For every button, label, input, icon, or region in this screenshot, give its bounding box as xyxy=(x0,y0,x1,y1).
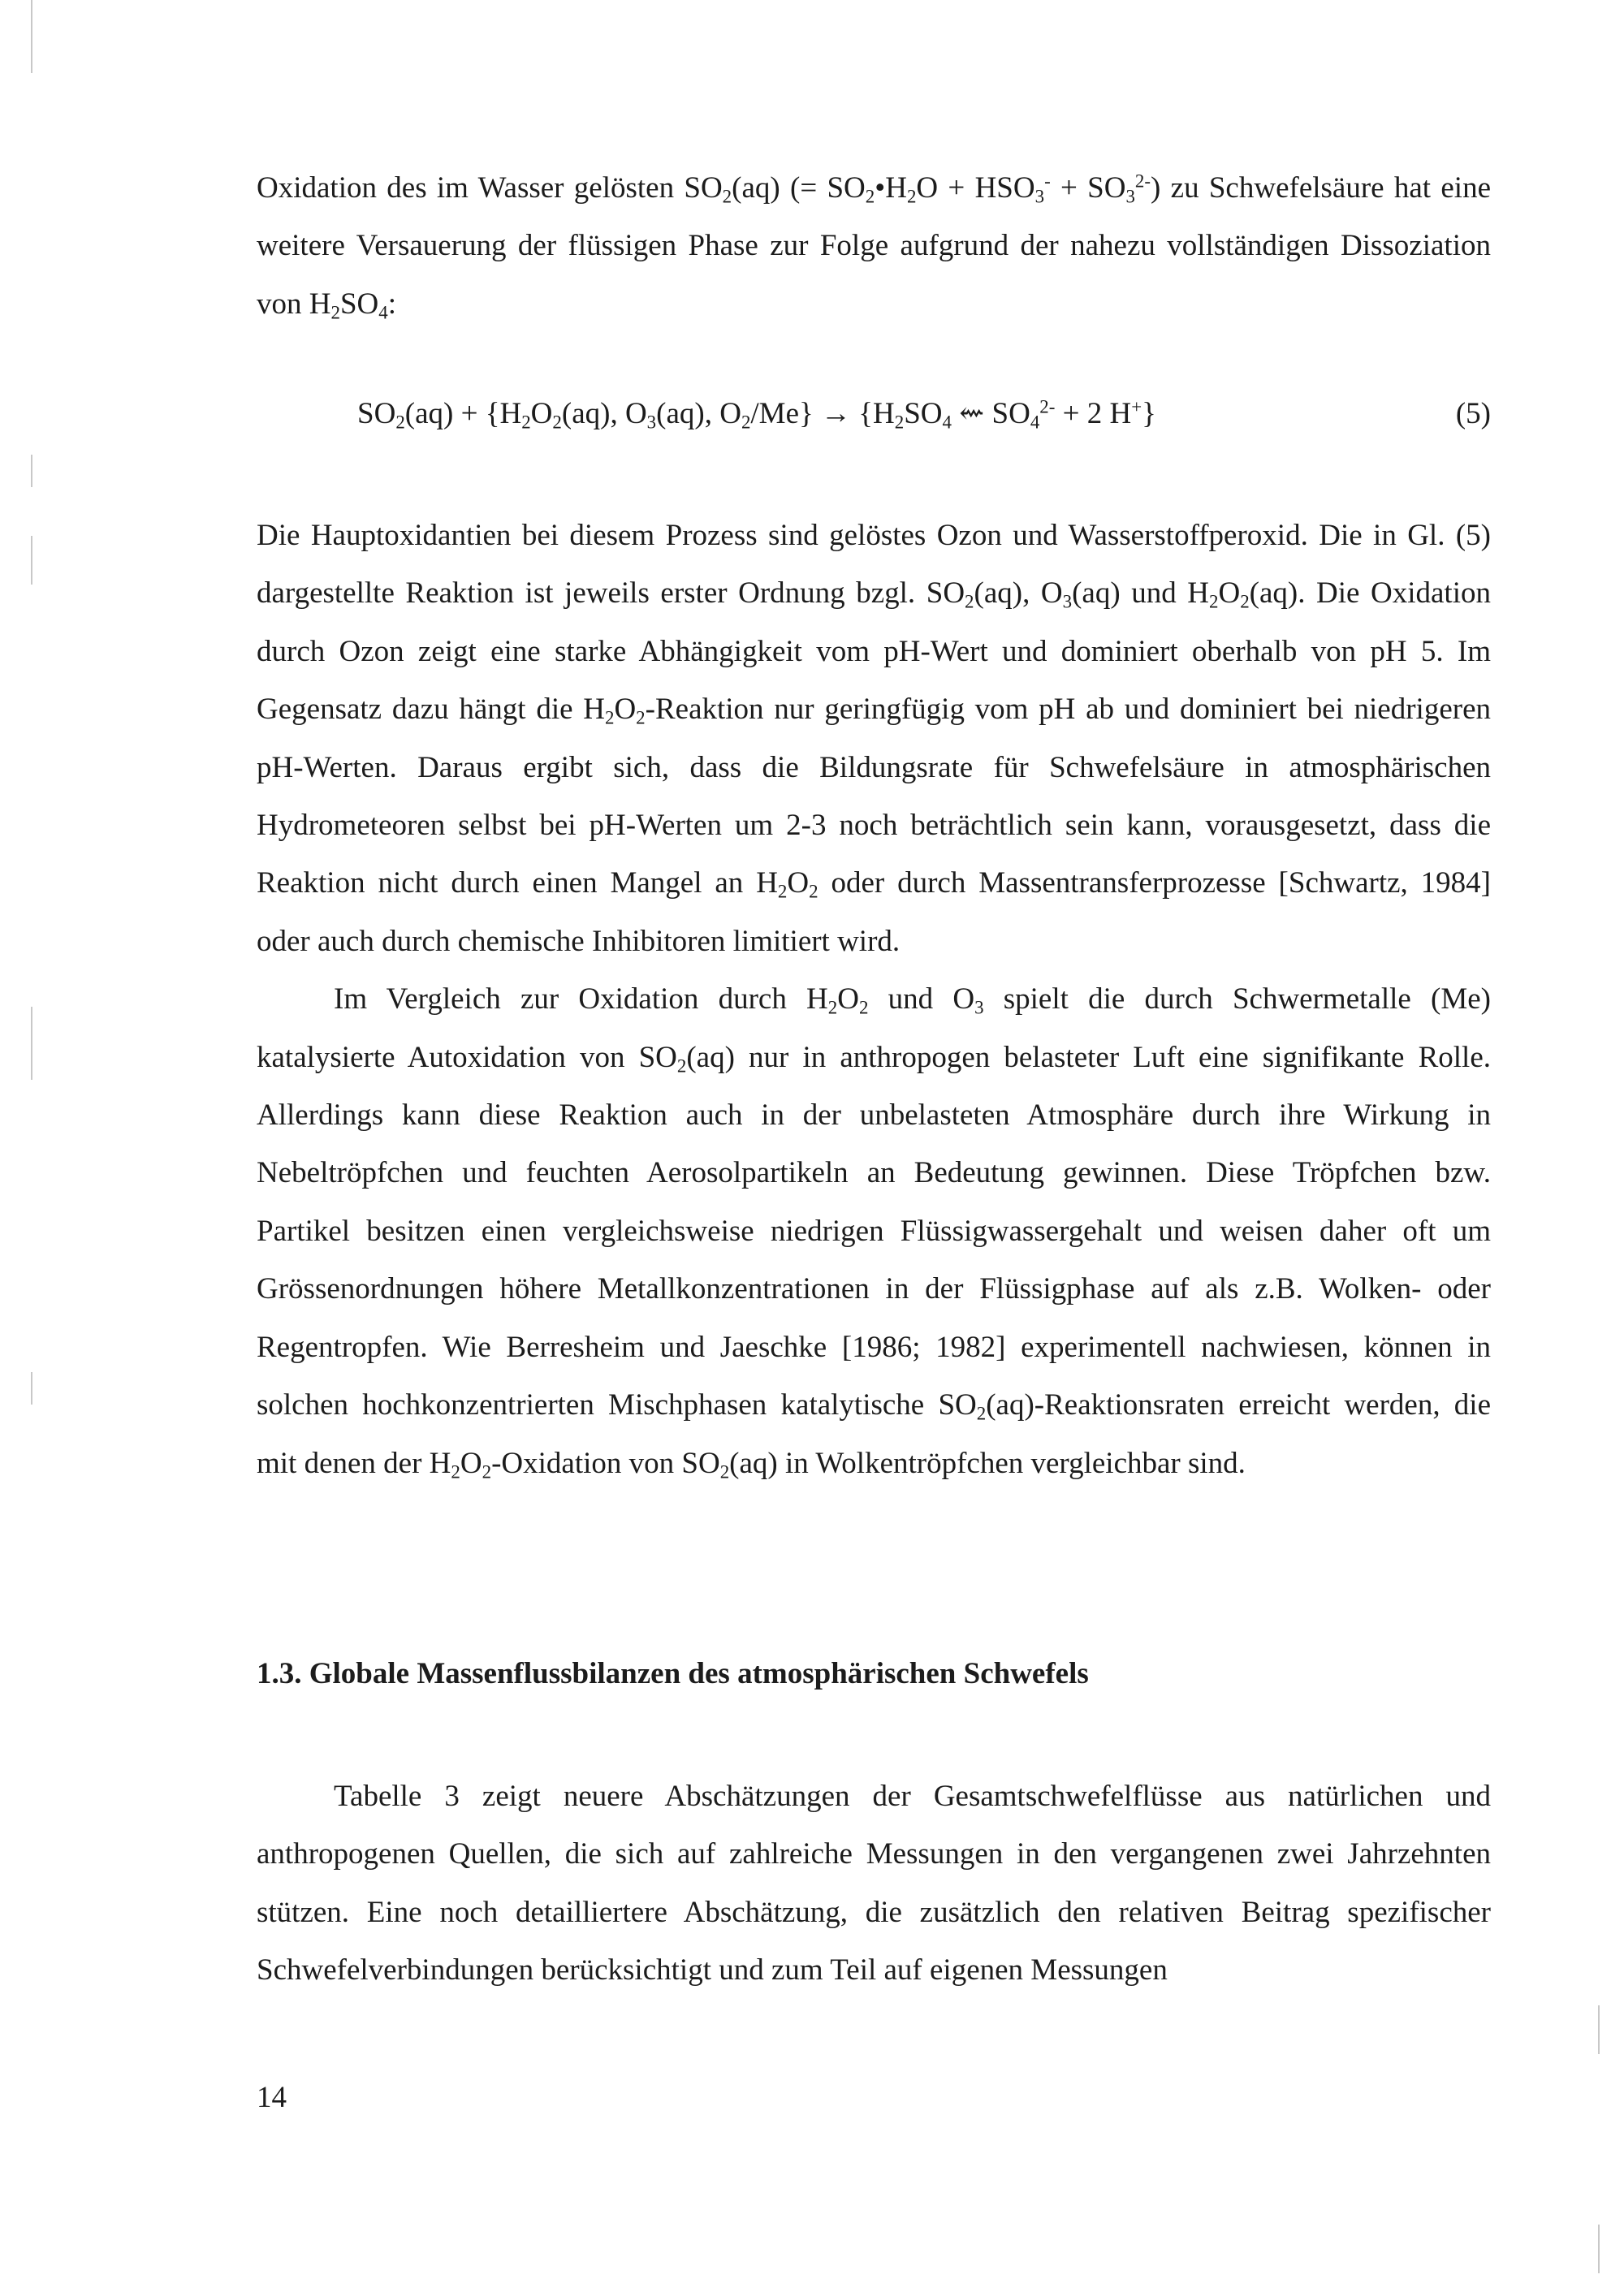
scan-margin-mark xyxy=(31,1007,32,1080)
page-number: 14 xyxy=(257,2081,287,2114)
equation-5 xyxy=(357,390,1491,438)
paragraph-heavy-metals: Im Vergleich zur Oxidation durch $H_2O_2$ und $O_3$ spielt die durch Schwermetalle (Me) katalysierte Autoxidation von $SO_2(aq)$ nur in anthropogen belasteter Luft eine signifikante Rolle. Allerdings kann diese Reaktion auch in der unbelasteten Atmosphäre durch ihre Wirkung in Nebeltröpfchen und feuchten Aerosolpartikeln an Bedeutung gewinnen. Diese Tröpfchen bzw. Partikel besitzen einen vergleichsweise niedrigen Flüssigwassergehalt und weisen daher oft um Grössenordnungen höhere Metallkonzentrationen in der Flüssigphase auf als z.B. Wolken- oder Regentropfen. Wie Berresheim und Jaeschke [1986; 1982] experimentell nachwiesen, können in solchen hochkonzentrierten Mischphasen katalytische $SO_2(aq)$-Reaktionsraten erreicht werden, die mit denen der $H_2O_2$-Oxidation von $SO_2(aq)$ in Wolkentröpfchen vergleichbar sind. xyxy=(257,982,1491,1482)
scan-margin-mark xyxy=(31,455,32,487)
scan-margin-mark xyxy=(31,1372,32,1405)
paragraph-table3: Tabelle 3 zeigt neuere Abschätzungen der Gesamtschwefelflüsse aus natürlichen und anthropogenen Quellen, die sich auf zahlreiche Messungen in den vergangenen zwei Jahrzehnten stützen. Eine noch detailliertere Abschätzung, die zusätzlich den relativen Beitrag spezifischer Schwefelverbindungen berücksichtigt und zum Teil auf eigenen Messungen xyxy=(257,1780,1491,1987)
scan-margin-mark xyxy=(1598,2225,1600,2273)
scan-margin-mark xyxy=(31,0,32,73)
paragraph-oxidation-intro: Oxidation des im Wasser gelösten $SO_2(aq)$ (= $SO_2•H_2O + HSO_3^- + SO_3^{2-}$) zu Schwefelsäure hat eine weitere Versauerung der flüssigen Phase zur Folge aufgrund der nahezu vollständigen Dissoziation von $H_2SO_4$: xyxy=(257,170,1491,323)
scan-margin-mark xyxy=(31,536,32,585)
scan-margin-mark xyxy=(1598,2005,1600,2054)
paragraph-main-oxidants: Die Hauptoxidantien bei diesem Prozess sind gelöstes Ozon und Wasserstoffperoxid. Die in Gl. (5) dargestellte Reaktion ist jeweils erster Ordnung bzgl. $SO_2(aq)$, $O_3(aq)$ und $H_2O_2(aq)$. Die Oxidation durch Ozon zeigt eine starke Abhängigkeit vom pH-Wert und dominiert oberhalb von pH 5. Im Gegensatz dazu hängt die $H_2O_2$-Reaktion nur geringfügig vom pH ab und dominiert bei niedrigeren pH-Werten. Daraus ergibt sich, dass die Bildungsrate für Schwefelsäure in atmosphärischen Hydrometeoren selbst bei pH-Werten um 2-3 noch beträchtlich sein kann, vorausgesetzt, dass die Reaktion nicht durch einen Mangel an $H_2O_2$ oder durch Massentransferprozesse [Schwartz, 1984] oder auch durch chemische Inhibitoren limitiert wird. xyxy=(257,519,1491,958)
equation-number: (5) xyxy=(1455,397,1491,430)
equation-body: $SO_2(aq) + \{H_2O_2(aq)$, $O_3(aq)$, $O_2/Me\} \to \{H_2SO_4$ ⇜ $SO_4^{2-} + 2$ H+} xyxy=(357,396,1156,433)
paragraph-block-oxidants xyxy=(257,507,1491,1492)
section-heading: 1.3. Globale Massenflussbilanzen des atmosphärischen Schwefels xyxy=(257,1657,1089,1690)
